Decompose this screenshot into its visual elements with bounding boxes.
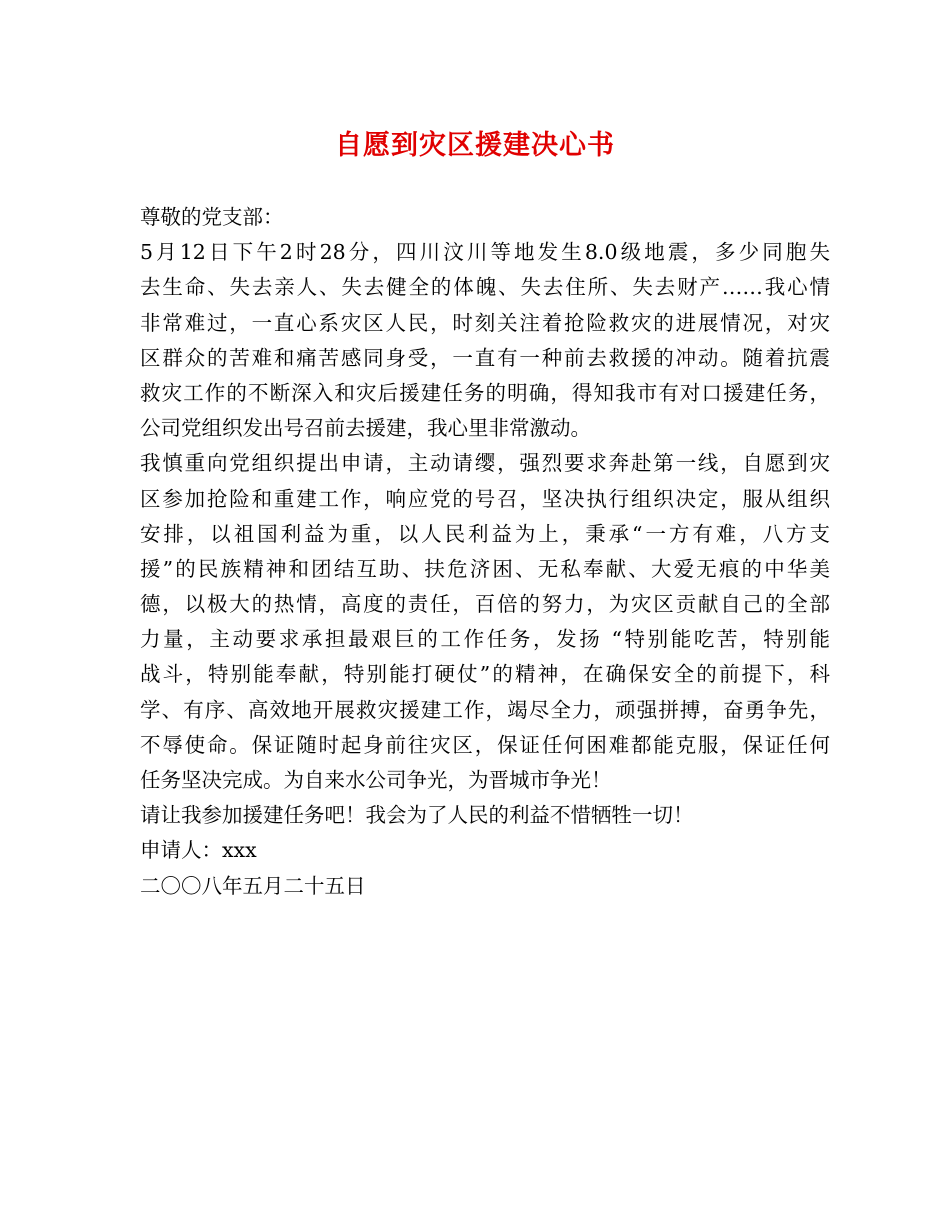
- document-title: 自愿到灾区援建决心书: [335, 130, 615, 161]
- paragraph-2-line: 德，以极大的热情，高度的责任，百倍的努力，为灾区贡献自己的全部: [140, 592, 830, 617]
- closing-statement: 请让我参加援建任务吧！我会为了人民的利益不惜牺牲一切！: [140, 803, 694, 828]
- paragraph-2-line: 战斗，特别能奉献，特别能打硬仗”的精神，在确保安全的前提下，科: [140, 662, 830, 687]
- salutation: 尊敬的党支部：: [140, 205, 284, 229]
- paragraph-2-line: 安排，以祖国利益为重，以人民利益为上，秉承“一方有难，八方支: [140, 521, 830, 546]
- applicant-signature: 申请人：xxx: [140, 838, 257, 863]
- paragraph-2-line: 我慎重向党组织提出申请，主动请缨，强烈要求奔赴第一线，自愿到灾: [140, 451, 830, 476]
- paragraph-1-line: 区群众的苦难和痛苦感同身受，一直有一种前去救援的冲动。随着抗震: [140, 345, 830, 370]
- paragraph-2-line: 任务坚决完成。为自来水公司争光，为晋城市争光！: [140, 768, 612, 792]
- document-body: [140, 200, 830, 904]
- paragraph-2-line: 学、有序、高效地开展救灾援建工作，竭尽全力，顽强拼搏，奋勇争先，: [140, 697, 830, 722]
- paragraph-2-line: 力量，主动要求承担最艰巨的工作任务，发扬 “特别能吃苦，特别能: [140, 627, 830, 652]
- paragraph-1-line: 5月12日下午2时28分，四川汶川等地发生8.0级地震，多少同胞失: [140, 240, 830, 265]
- paragraph-1-line: 公司党组织发出号召前去援建，我心里非常激动。: [140, 416, 591, 441]
- document-date: 二〇〇八年五月二十五日: [140, 873, 366, 898]
- paragraph-1-line: 非常难过，一直心系灾区人民，时刻关注着抢险救灾的进展情况，对灾: [140, 310, 830, 335]
- paragraph-2-line: 援”的民族精神和团结互助、扶危济困、无私奉献、大爱无痕的中华美: [140, 556, 830, 581]
- paragraph-1-line: 去生命、失去亲人、失去健全的体魄、失去住所、失去财产……我心情: [140, 275, 830, 300]
- paragraph-1-line: 救灾工作的不断深入和灾后援建任务的明确，得知我市有对口援建任务，: [140, 380, 830, 405]
- paragraph-2-line: 区参加抢险和重建工作，响应党的号召，坚决执行组织决定，服从组织: [140, 486, 830, 511]
- paragraph-2-line: 不辱使命。保证随时起身前往灾区，保证任何困难都能克服，保证任何: [140, 732, 830, 757]
